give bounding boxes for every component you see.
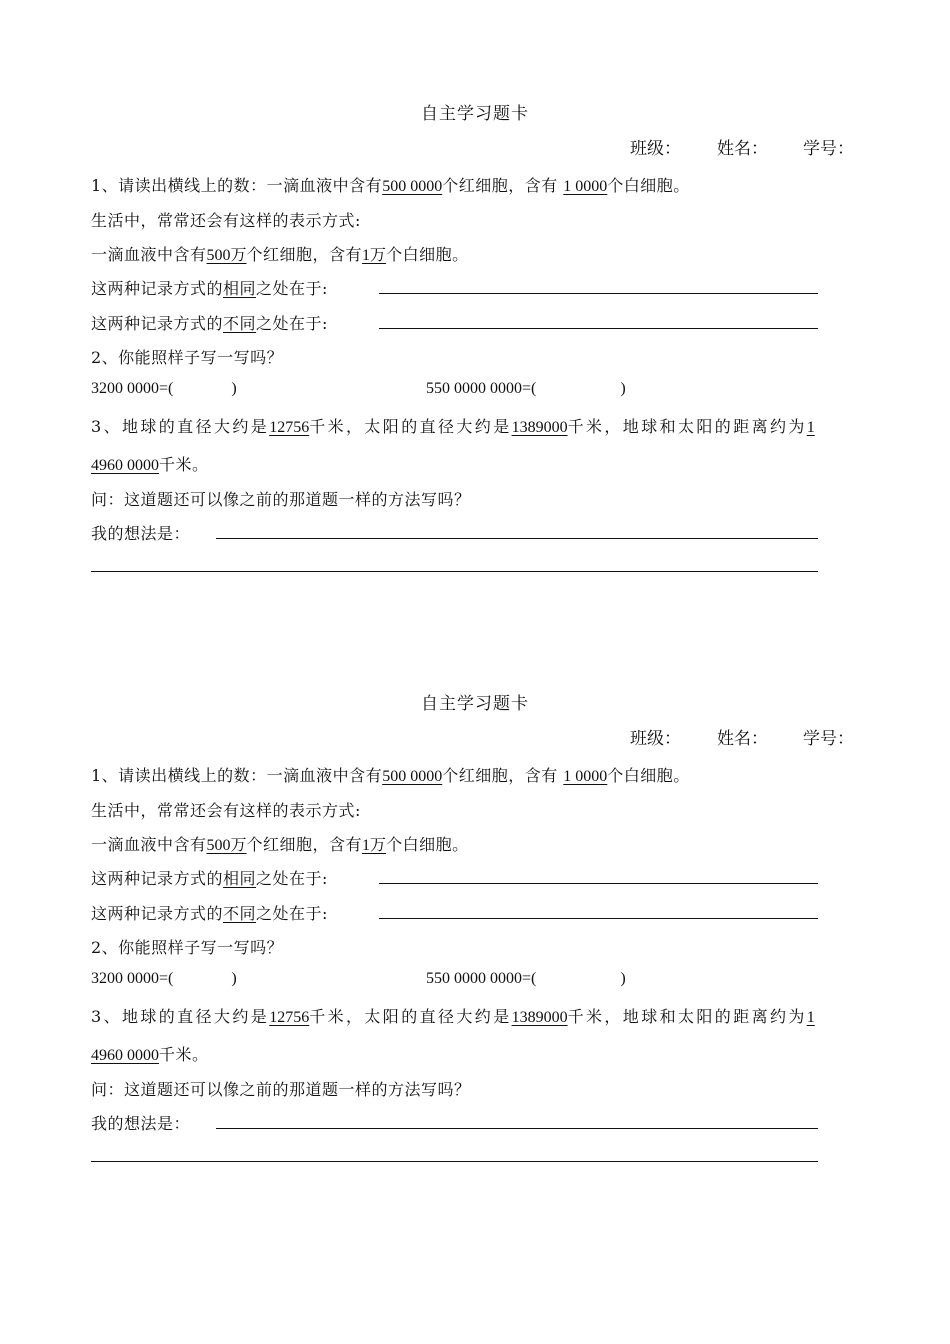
example-2	[426, 970, 626, 988]
q3-pre-text: 3、地球的直径大约是	[91, 1007, 270, 1026]
diff-prompt	[91, 311, 328, 334]
card-title: 自主学习题卡	[421, 104, 529, 124]
red-cell-count: 500 0000	[382, 768, 443, 785]
diff-word: 不同	[223, 314, 257, 333]
idea-answer-line-2[interactable]	[91, 571, 818, 572]
student-id-label: 学号：	[803, 139, 854, 159]
distance-part-b: 4960 0000	[91, 1047, 159, 1064]
same-word: 相同	[223, 279, 257, 298]
blood-mid-text: 个红细胞，含有	[246, 245, 363, 264]
blood-pre-text: 一滴血液中含有	[91, 835, 207, 854]
sun-diameter: 1389000	[511, 1009, 568, 1026]
question-3	[91, 414, 815, 437]
q1-mid-text: 个红细胞，含有	[442, 176, 558, 195]
same-prompt	[91, 866, 328, 889]
example-1-number: 3200 0000=	[91, 380, 169, 397]
question-2: 2、你能照样子写一写吗？	[91, 938, 284, 957]
question-3	[91, 1004, 815, 1027]
idea-label: 我的想法是：	[91, 524, 191, 543]
distance-part-a: 1	[806, 1009, 815, 1026]
diff-post-text: 之处在于:	[256, 314, 328, 333]
q3-mid1-text: 千米，太阳的直径大约是	[309, 417, 512, 436]
life-example-text: 生活中，常常还会有这样的表示方式:	[91, 211, 361, 230]
card-title: 自主学习题卡	[421, 694, 529, 714]
q1-end-text: 个白细胞。	[607, 766, 690, 785]
same-prompt	[91, 276, 328, 299]
example-1	[91, 380, 237, 398]
student-info	[630, 724, 854, 749]
class-label: 班级：	[630, 729, 681, 749]
example-2-number: 550 0000 0000=	[426, 380, 532, 397]
name-label: 姓名：	[717, 729, 768, 749]
example-2-open: (	[531, 380, 537, 397]
same-pre-text: 这两种记录方式的	[91, 279, 224, 298]
q3-pre-text: 3、地球的直径大约是	[91, 417, 270, 436]
blood-end-text: 个白细胞。	[386, 835, 469, 854]
example-1-open: (	[168, 970, 174, 987]
class-label: 班级：	[630, 139, 681, 159]
diff-answer-line[interactable]	[379, 328, 818, 329]
q3-end-text: 千米。	[159, 455, 209, 474]
white-cell-count: 1 0000	[563, 768, 608, 785]
white-cell-wan: 1万	[362, 837, 387, 854]
q1-text: 1、请读出横线上的数：一滴血液中含有	[91, 176, 383, 195]
name-label: 姓名：	[717, 139, 768, 159]
blood-example	[91, 242, 469, 265]
example-1-open: (	[168, 380, 174, 397]
study-card-2	[0, 590, 950, 1180]
earth-diameter: 12756	[269, 1009, 310, 1026]
same-word: 相同	[223, 869, 257, 888]
question-1	[91, 763, 690, 786]
red-cell-wan: 500万	[206, 837, 247, 854]
blood-pre-text: 一滴血液中含有	[91, 245, 207, 264]
q1-end-text: 个白细胞。	[607, 176, 690, 195]
q3-mid2-text: 千米，地球和太阳的距离约为	[567, 1007, 807, 1026]
question-1	[91, 173, 690, 196]
q1-text: 1、请读出横线上的数：一滴血液中含有	[91, 766, 383, 785]
same-post-text: 之处在于:	[256, 869, 328, 888]
diff-word: 不同	[223, 904, 257, 923]
ask-text: 问：这道题还可以像之前的那道题一样的方法写吗？	[91, 490, 471, 509]
example-2	[426, 380, 626, 398]
blood-end-text: 个白细胞。	[386, 245, 469, 264]
idea-label: 我的想法是：	[91, 1114, 191, 1133]
red-cell-wan: 500万	[206, 247, 247, 264]
study-card-1	[0, 0, 950, 590]
example-2-open: (	[531, 970, 537, 987]
sun-diameter: 1389000	[511, 419, 568, 436]
white-cell-wan: 1万	[362, 247, 387, 264]
diff-pre-text: 这两种记录方式的	[91, 904, 224, 923]
question-3-cont	[91, 452, 209, 475]
diff-answer-line[interactable]	[379, 918, 818, 919]
diff-post-text: 之处在于:	[256, 904, 328, 923]
student-id-label: 学号：	[803, 729, 854, 749]
q3-end-text: 千米。	[159, 1045, 209, 1064]
question-2: 2、你能照样子写一写吗？	[91, 348, 284, 367]
distance-part-a: 1	[806, 419, 815, 436]
example-2-close: )	[620, 380, 626, 397]
example-1	[91, 970, 237, 988]
q3-mid2-text: 千米，地球和太阳的距离约为	[567, 417, 807, 436]
diff-prompt	[91, 901, 328, 924]
red-cell-count: 500 0000	[382, 178, 443, 195]
blood-mid-text: 个红细胞，含有	[246, 835, 363, 854]
q3-mid1-text: 千米，太阳的直径大约是	[309, 1007, 512, 1026]
same-pre-text: 这两种记录方式的	[91, 869, 224, 888]
same-answer-line[interactable]	[379, 293, 818, 294]
life-example-text: 生活中，常常还会有这样的表示方式:	[91, 801, 361, 820]
blood-example	[91, 832, 469, 855]
same-post-text: 之处在于:	[256, 279, 328, 298]
distance-part-b: 4960 0000	[91, 457, 159, 474]
example-2-number: 550 0000 0000=	[426, 970, 532, 987]
example-1-number: 3200 0000=	[91, 970, 169, 987]
q1-mid-text: 个红细胞，含有	[442, 766, 558, 785]
same-answer-line[interactable]	[379, 883, 818, 884]
example-1-close: )	[231, 380, 237, 397]
student-info	[630, 134, 854, 159]
white-cell-count: 1 0000	[563, 178, 608, 195]
idea-answer-line-1[interactable]	[216, 1128, 818, 1129]
idea-answer-line-1[interactable]	[216, 538, 818, 539]
idea-answer-line-2[interactable]	[91, 1161, 818, 1162]
earth-diameter: 12756	[269, 419, 310, 436]
example-1-close: )	[231, 970, 237, 987]
example-2-close: )	[620, 970, 626, 987]
ask-text: 问：这道题还可以像之前的那道题一样的方法写吗？	[91, 1080, 471, 1099]
question-3-cont	[91, 1042, 209, 1065]
diff-pre-text: 这两种记录方式的	[91, 314, 224, 333]
